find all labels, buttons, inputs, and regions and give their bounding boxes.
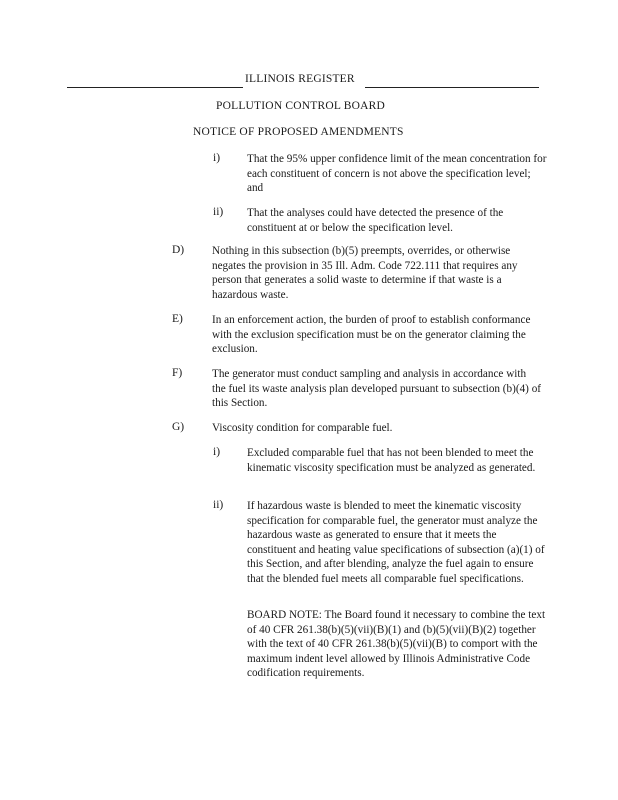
item-label: E) xyxy=(172,313,183,325)
header-rule-right xyxy=(365,87,539,88)
item-text: Viscosity condition for comparable fuel. xyxy=(212,422,393,434)
notice-title: NOTICE OF PROPOSED AMENDMENTS xyxy=(193,126,404,138)
item-text: That the 95% upper confidence limit of the mean concentration for each constituent of concern is not above the specification level; and xyxy=(247,153,547,195)
board-note: BOARD NOTE: The Board found it necessary to combine the text of 40 CFR 261.38(b)(5)(vii)(B)(1) and (b)(5)(vii)(B)(2) together with the text of 40 CFR 261.38(b)(5)(vii)(B) to comport with the maximum indent level allowed by Illinois Administrative Code codification requirements. xyxy=(247,609,546,680)
item-text: That the analyses could have detected the presence of the constituent at or below the specification level. xyxy=(247,207,504,234)
agency-title: POLLUTION CONTROL BOARD xyxy=(216,100,386,112)
item-text: Nothing in this subsection (b)(5) preempts, overrides, or otherwise negates the provision in 35 Ill. Adm. Code 722.111 that requires any person that generates a solid waste to determine if that waste is a hazardous waste. xyxy=(212,245,518,301)
item-text: In an enforcement action, the burden of proof to establish conformance with the exclusion specification must be on the generator claiming the exclusion. xyxy=(212,314,531,356)
item-text: If hazardous waste is blended to meet the kinematic viscosity specification for comparable fuel, the generator must analyze the hazardous waste as generated to ensure that it meets the constituent and heating value specifications of subsection (a)(1) of this Section, and after blending, analyze the fuel again to ensure that the blended fuel meets all comparable fuel specifications. xyxy=(247,500,545,585)
item-text: The generator must conduct sampling and analysis in accordance with the fuel its waste analysis plan developed pursuant to subsection (b)(4) of this Section. xyxy=(212,368,542,410)
item-label: G) xyxy=(172,421,185,433)
item-label: F) xyxy=(172,367,183,379)
item-label: ii) xyxy=(213,499,224,511)
item-label: i) xyxy=(213,446,221,458)
item-text: Excluded comparable fuel that has not been blended to meet the kinematic viscosity specification must be analyzed as generated. xyxy=(247,447,536,474)
register-title: ILLINOIS REGISTER xyxy=(245,73,355,85)
item-label: D) xyxy=(172,244,185,256)
header-rule-left xyxy=(67,87,243,88)
item-label: ii) xyxy=(213,206,224,218)
item-label: i) xyxy=(213,152,221,164)
